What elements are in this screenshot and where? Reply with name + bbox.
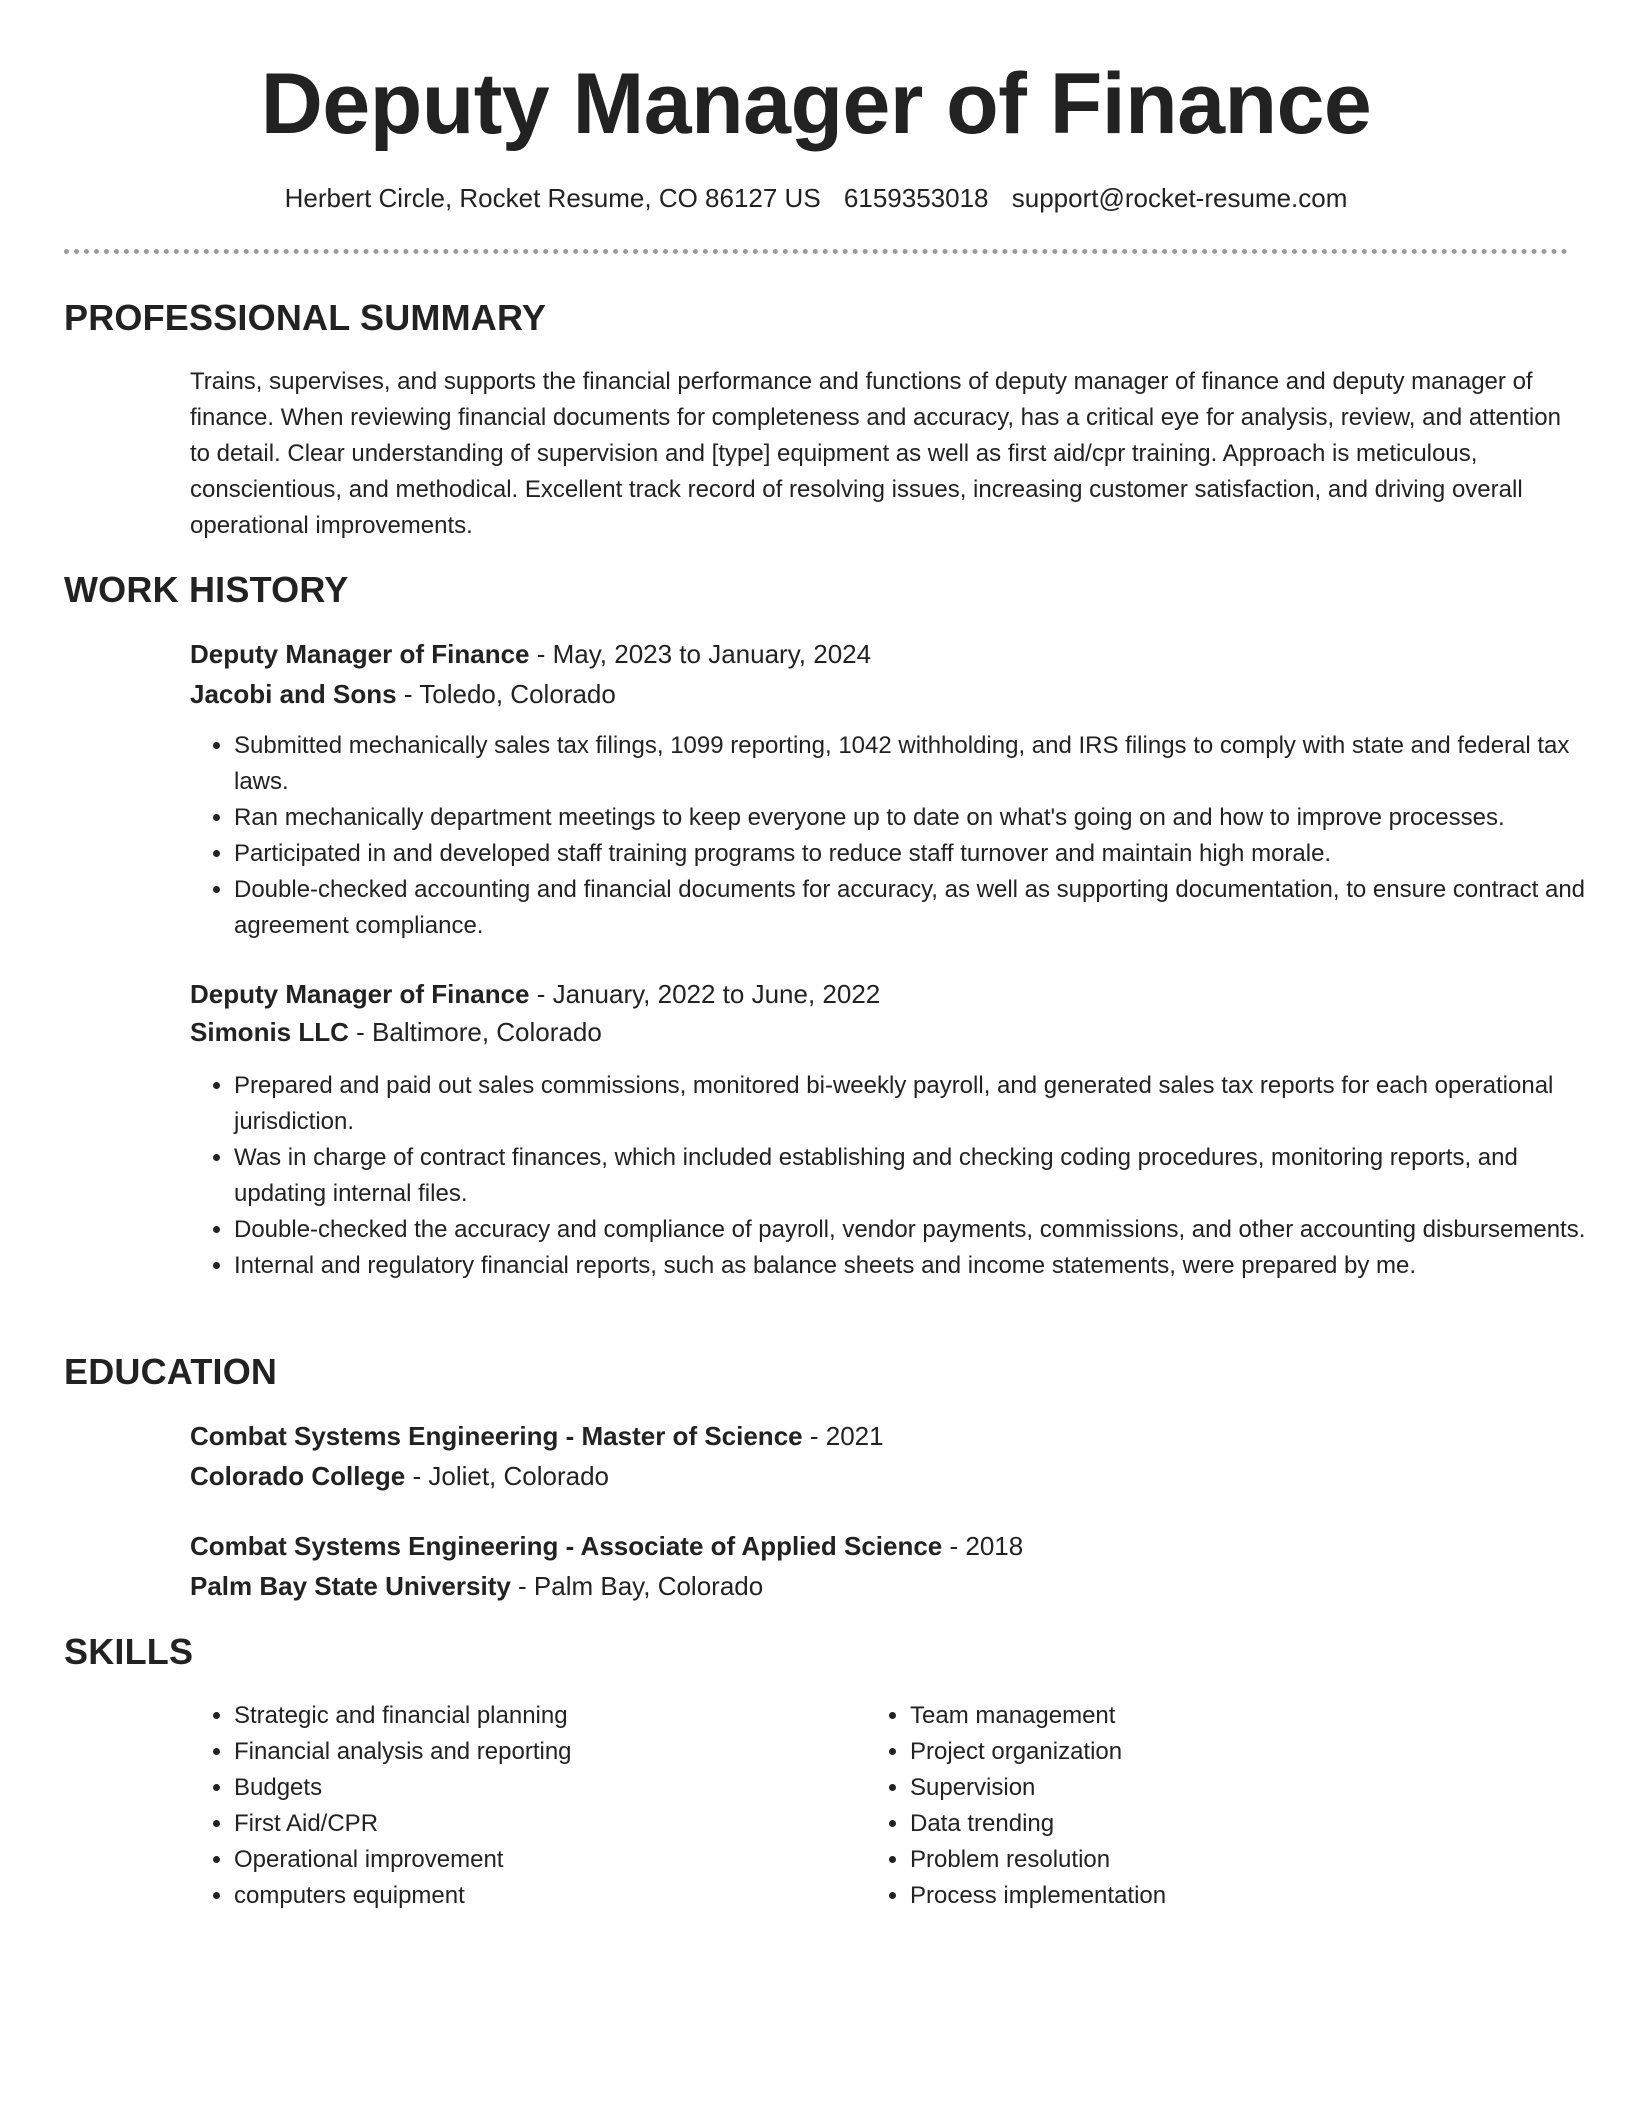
education-degree: Combat Systems Engineering - Master of Science <box>190 1421 803 1451</box>
education-heading: EDUCATION <box>64 1351 278 1392</box>
skill-item: • Problem resolution <box>910 1842 1530 1878</box>
list-item: • Submitted mechanically sales tax filings, 1099 reporting, 1042 withholding, and IRS filings to comply with state and federal tax laws. <box>234 728 1614 800</box>
education-degree-line <box>190 1418 884 1454</box>
education-year: - 2021 <box>802 1421 884 1451</box>
job-bullets <box>190 1068 1614 1284</box>
skills-heading: SKILLS <box>64 1631 194 1672</box>
education-location: - Joliet, Colorado <box>405 1461 610 1491</box>
list-item: • Was in charge of contract finances, which included establishing and checking coding procedures, monitoring reports, and updating internal files. <box>234 1140 1614 1212</box>
summary-text: Trains, supervises, and supports the financial performance and functions of deputy manager of finance and deputy manager of finance. When reviewing financial documents for completeness and accuracy, has a critical eye for analysis, review, and attention to detail. Clear understanding of supervision and [type] equipment as well as first aid/cpr training. Approach is meticulous, conscientious, and methodical. Excellent track record of resolving issues, increasing customer satisfaction, and driving overall operational improvements. <box>190 368 1561 539</box>
list-item: • Double-checked accounting and financial documents for accuracy, as well as supporting documentation, to ensure contract and agreement compliance. <box>234 872 1614 944</box>
job-company: Simonis LLC <box>190 1017 349 1047</box>
education-degree: Combat Systems Engineering - Associate of Applied Science <box>190 1531 943 1561</box>
job-dates: - January, 2022 to June, 2022 <box>529 979 881 1009</box>
education-location: - Palm Bay, Colorado <box>510 1571 764 1601</box>
contact-phone: 6159353018 <box>843 183 989 213</box>
contact-line <box>0 180 1632 216</box>
skills-list-left <box>190 1698 854 1914</box>
education-school: Colorado College <box>190 1461 406 1491</box>
summary-heading: PROFESSIONAL SUMMARY <box>64 297 547 338</box>
skill-item: • Financial analysis and reporting <box>234 1734 854 1770</box>
list-item: • Participated in and developed staff training programs to reduce staff turnover and maintain high morale. <box>234 836 1614 872</box>
skill-item: • Budgets <box>234 1770 854 1806</box>
job-title: Deputy Manager of Finance <box>190 639 530 669</box>
header-divider <box>64 249 1568 254</box>
skill-item: • computers equipment <box>234 1878 854 1914</box>
skill-item: • Strategic and financial planning <box>234 1698 854 1734</box>
job-title-line <box>190 636 871 672</box>
skill-item: • Operational improvement <box>234 1842 854 1878</box>
education-school: Palm Bay State University <box>190 1571 511 1601</box>
job-location: - Baltimore, Colorado <box>348 1017 602 1047</box>
job-location: - Toledo, Colorado <box>396 679 616 709</box>
skill-item: • First Aid/CPR <box>234 1806 854 1842</box>
list-item: • Double-checked the accuracy and compliance of payroll, vendor payments, commissions, and other accounting disbursements. <box>234 1212 1614 1248</box>
contact-email: support@rocket-resume.com <box>1011 183 1348 213</box>
education-year: - 2018 <box>942 1531 1024 1561</box>
list-item: • Prepared and paid out sales commissions, monitored bi-weekly payroll, and generated sales tax reports for each operational jurisdiction. <box>234 1068 1614 1140</box>
skill-item: • Supervision <box>910 1770 1530 1806</box>
work-history-heading: WORK HISTORY <box>64 569 349 610</box>
job-title: Deputy Manager of Finance <box>190 979 530 1009</box>
skill-item: • Project organization <box>910 1734 1530 1770</box>
job-company-line <box>190 1014 602 1050</box>
list-item: • Internal and regulatory financial reports, such as balance sheets and income statements, were prepared by me. <box>234 1248 1614 1284</box>
skill-item: • Process implementation <box>910 1878 1530 1914</box>
job-title-line <box>190 976 880 1012</box>
resume-name: Deputy Manager of Finance <box>260 56 1372 152</box>
job-bullets <box>190 728 1614 944</box>
job-company-line <box>190 676 616 712</box>
skill-item: • Data trending <box>910 1806 1530 1842</box>
education-degree-line <box>190 1528 1023 1564</box>
contact-address: Herbert Circle, Rocket Resume, CO 86127 US <box>284 183 821 213</box>
list-item: • Ran mechanically department meetings to keep everyone up to date on what's going on and how to improve processes. <box>234 800 1614 836</box>
job-company: Jacobi and Sons <box>190 679 397 709</box>
education-school-line <box>190 1568 763 1604</box>
skill-item: • Team management <box>910 1698 1530 1734</box>
skills-list-right <box>866 1698 1530 1914</box>
education-school-line <box>190 1458 609 1494</box>
job-dates: - May, 2023 to January, 2024 <box>529 639 872 669</box>
